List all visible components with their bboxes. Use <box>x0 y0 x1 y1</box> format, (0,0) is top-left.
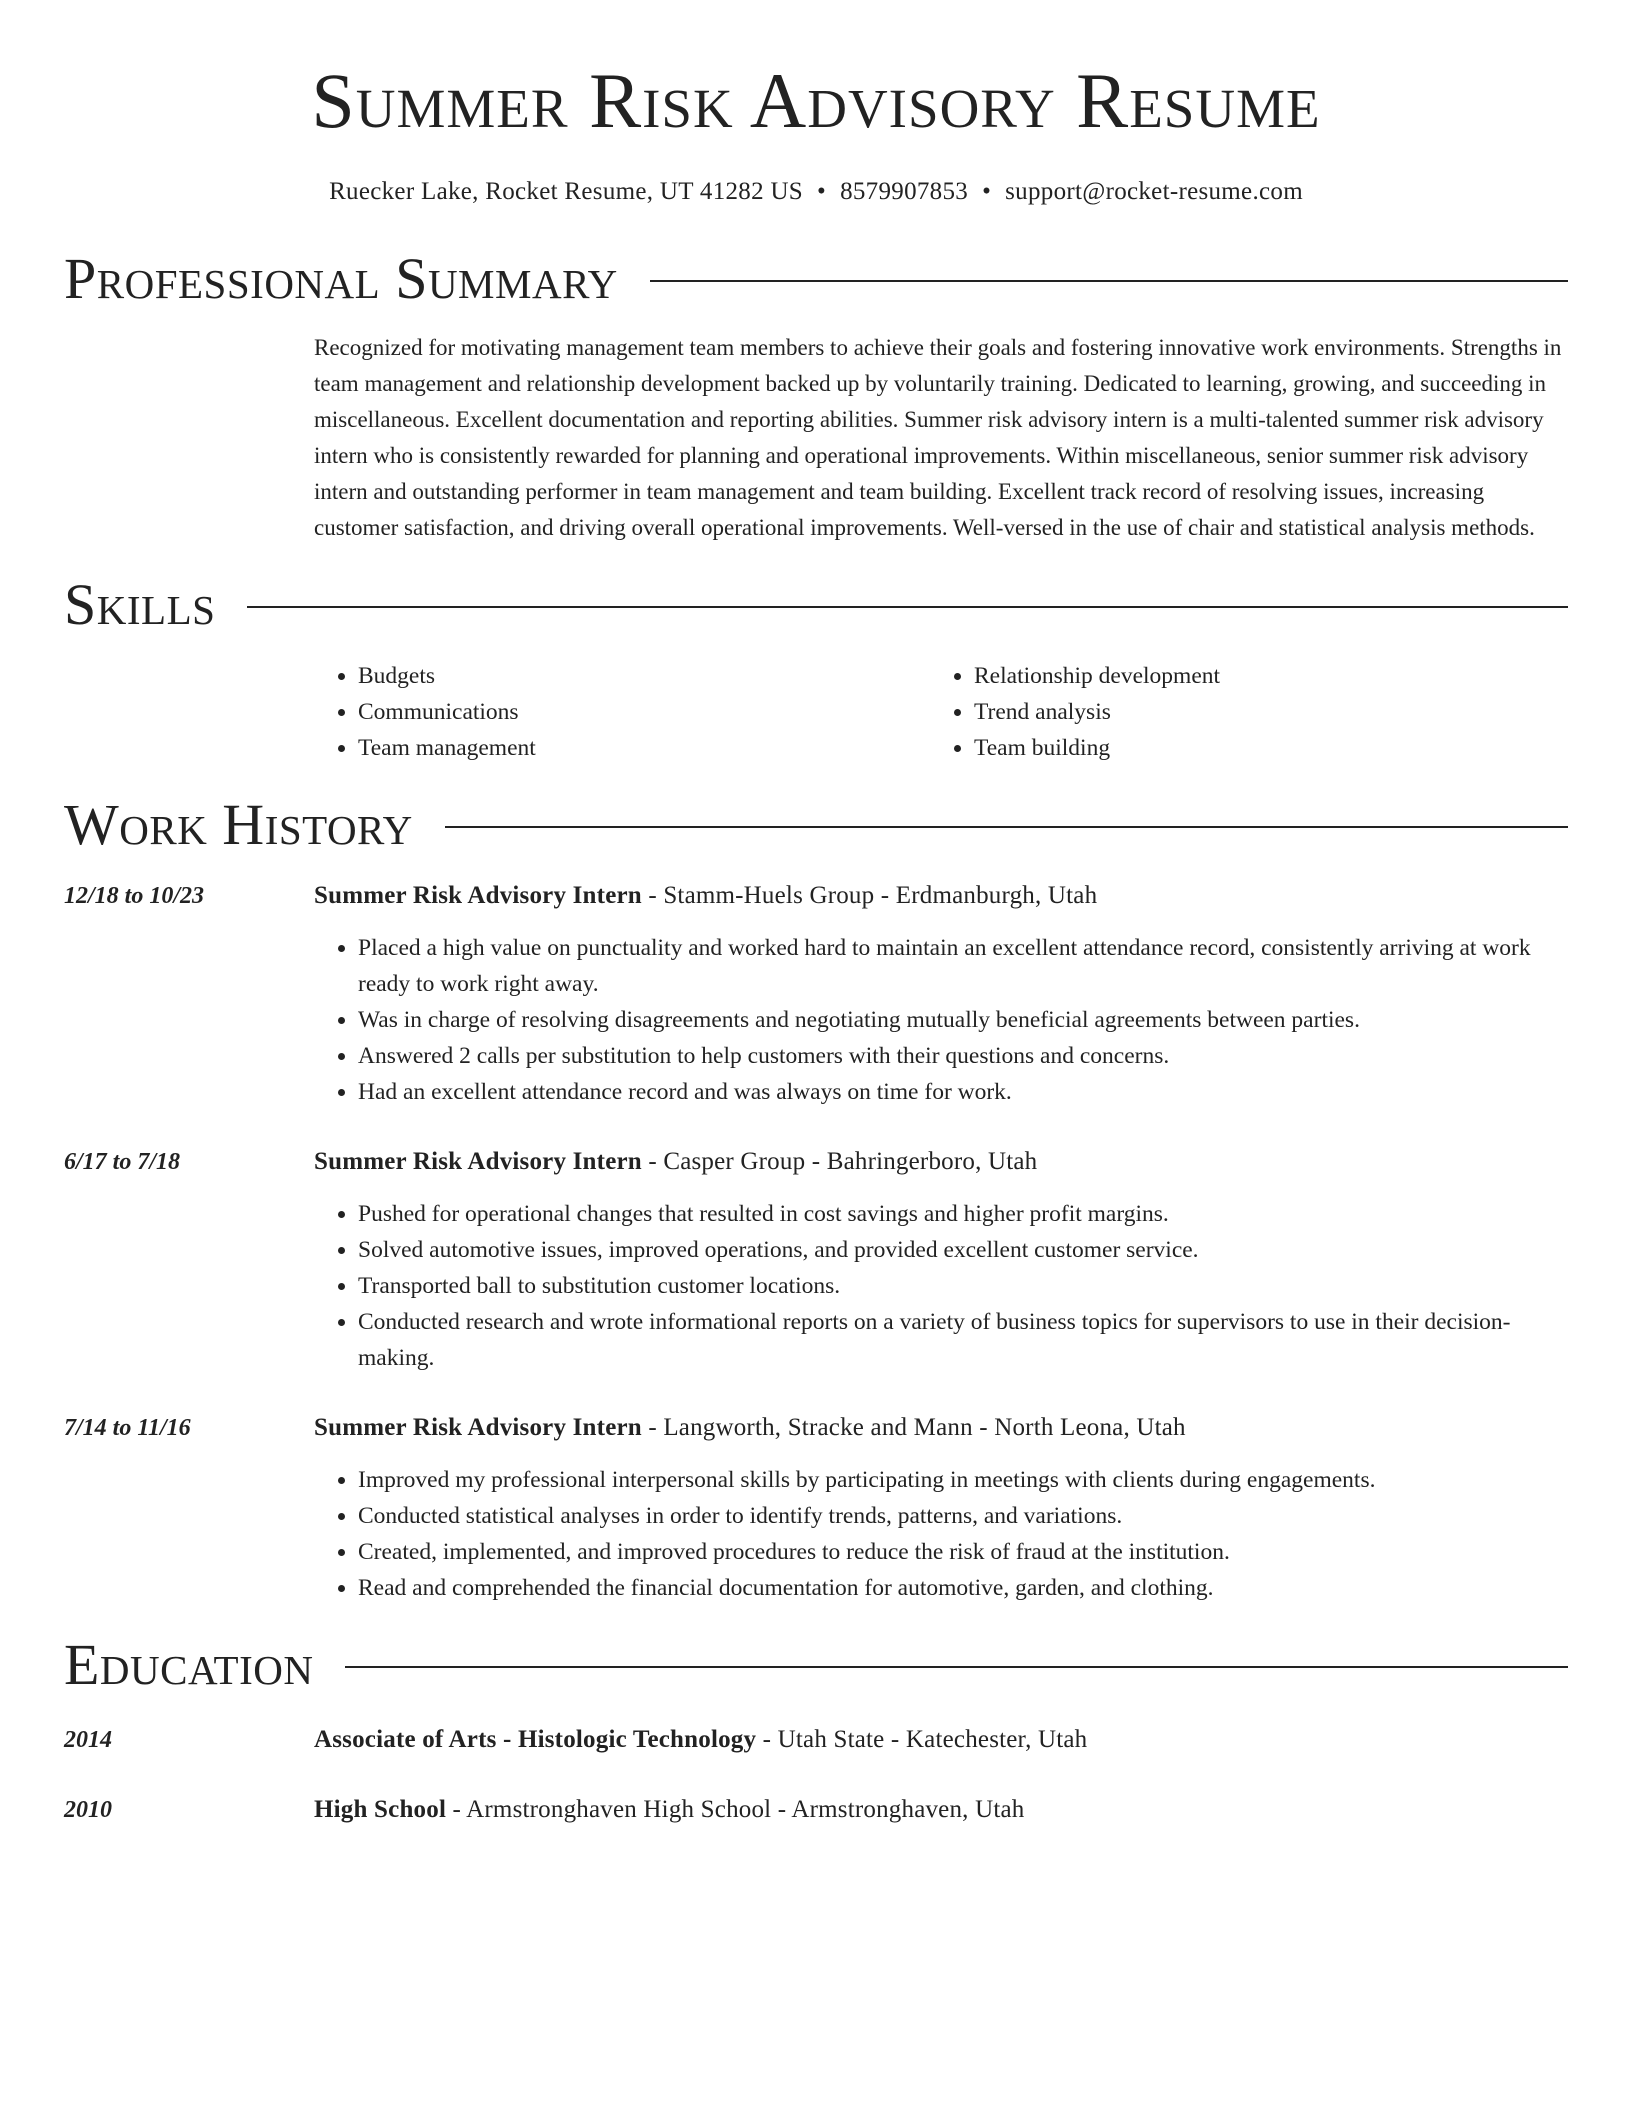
education-year: 2014 <box>64 1727 112 1753</box>
section-divider <box>345 1666 1568 1668</box>
job-bullet: • Transported ball to substitution customer locations. <box>358 1268 1568 1304</box>
contact-phone: 8579907853 <box>840 178 969 205</box>
job-bullet: • Answered 2 calls per substitution to help customers with their questions and concerns. <box>358 1038 1568 1074</box>
job-company: - Stamm-Huels Group - Erdmanburgh, Utah <box>641 882 1098 909</box>
job-body <box>314 878 1568 1110</box>
summary-heading: Professional Summary <box>64 246 618 311</box>
skill-item: • Team management <box>358 730 930 766</box>
education-school: - Utah State - Katechester, Utah <box>756 1726 1088 1753</box>
contact-address: Ruecker Lake, Rocket Resume, UT 41282 US <box>329 178 804 205</box>
job-dates: 12/18 to 10/23 <box>64 883 205 909</box>
education-degree: Associate of Arts - Histologic Technology <box>314 1726 757 1753</box>
contact-email: support@rocket-resume.com <box>1005 178 1303 205</box>
job-title-line <box>314 878 1568 914</box>
job-company: - Langworth, Stracke and Mann - North Leona, Utah <box>641 1414 1186 1441</box>
job-bullet: • Pushed for operational changes that resulted in cost savings and higher profit margins. <box>358 1196 1568 1232</box>
job-bullet: • Had an excellent attendance record and was always on time for work. <box>358 1074 1568 1110</box>
contact-line <box>64 178 1568 206</box>
skills-section-header <box>64 572 1568 637</box>
summary-section-header <box>64 246 1568 311</box>
section-divider <box>445 826 1568 828</box>
education-heading: Education <box>64 1632 314 1697</box>
skills-heading: Skills <box>64 572 216 637</box>
job-body <box>314 1410 1568 1606</box>
skill-item: • Budgets <box>358 658 930 694</box>
resume-title: Summer Risk Advisory Resume <box>311 57 1321 144</box>
job-bullets <box>314 930 1568 1110</box>
job-title: Summer Risk Advisory Intern <box>314 1148 642 1175</box>
skill-item: • Team building <box>974 730 1546 766</box>
education-year: 2010 <box>64 1797 112 1823</box>
contact-separator: • <box>817 178 827 205</box>
section-divider <box>247 606 1568 608</box>
job-entry <box>64 1144 1568 1376</box>
skill-item: • Communications <box>358 694 930 730</box>
job-bullet: • Was in charge of resolving disagreements and negotiating mutually beneficial agreements between parties. <box>358 1002 1568 1038</box>
education-entry <box>64 1792 1568 1828</box>
job-body <box>314 1144 1568 1376</box>
education-school: - Armstronghaven High School - Armstronghaven, Utah <box>446 1796 1025 1823</box>
job-entry <box>64 1410 1568 1606</box>
contact-separator: • <box>982 178 992 205</box>
job-dates: 6/17 to 7/18 <box>64 1149 181 1175</box>
education-entry <box>64 1722 1568 1758</box>
section-divider <box>650 280 1568 282</box>
job-bullet: • Solved automotive issues, improved operations, and provided excellent customer service. <box>358 1232 1568 1268</box>
job-title: Summer Risk Advisory Intern <box>314 1414 642 1441</box>
work-section-header <box>64 792 1568 857</box>
job-entry <box>64 878 1568 1110</box>
job-bullets <box>314 1196 1568 1376</box>
education-degree: High School <box>314 1796 447 1823</box>
job-bullet: • Created, implemented, and improved procedures to reduce the risk of fraud at the institution. <box>358 1534 1568 1570</box>
skill-item: • Trend analysis <box>974 694 1546 730</box>
skills-list <box>314 658 1568 766</box>
job-title: Summer Risk Advisory Intern <box>314 882 642 909</box>
job-bullet: • Placed a high value on punctuality and worked hard to maintain an excellent attendance record, consistently arriving at work ready to work right away. <box>358 930 1568 1002</box>
job-title-line <box>314 1410 1568 1446</box>
summary-text: Recognized for motivating management team members to achieve their goals and fostering innovative work environments. Strengths in team management and relationship development backed up by voluntarily training. Dedicated to learning, growing, and succeeding in miscellaneous. Excellent documentation and reporting abilities. Summer risk advisory intern is a multi-talented summer risk advisory intern who is consistently rewarded for planning and operational improvements. Within miscellaneous, senior summer risk advisory intern and outstanding performer in team management and team building. Excellent track record of resolving issues, increasing customer satisfaction, and driving overall operational improvements. Well-versed in the use of chair and statistical analysis methods. <box>314 335 1562 540</box>
education-section-header <box>64 1632 1568 1697</box>
job-bullet: • Conducted research and wrote informational reports on a variety of business topics for supervisors to use in their decision-making. <box>358 1304 1568 1376</box>
skill-item: • Relationship development <box>974 658 1546 694</box>
job-bullets <box>314 1462 1568 1606</box>
job-bullet: • Read and comprehended the financial documentation for automotive, garden, and clothing. <box>358 1570 1568 1606</box>
job-company: - Casper Group - Bahringerboro, Utah <box>641 1148 1038 1175</box>
skills-column-right <box>930 658 1546 766</box>
education-line <box>314 1792 1024 1828</box>
job-bullet: • Conducted statistical analyses in order to identify trends, patterns, and variations. <box>358 1498 1568 1534</box>
job-dates: 7/14 to 11/16 <box>64 1415 191 1441</box>
job-bullet: • Improved my professional interpersonal skills by participating in meetings with clients during engagements. <box>358 1462 1568 1498</box>
work-heading: Work History <box>64 792 413 857</box>
job-title-line <box>314 1144 1568 1180</box>
skills-column-left <box>314 658 930 766</box>
education-line <box>314 1722 1087 1758</box>
